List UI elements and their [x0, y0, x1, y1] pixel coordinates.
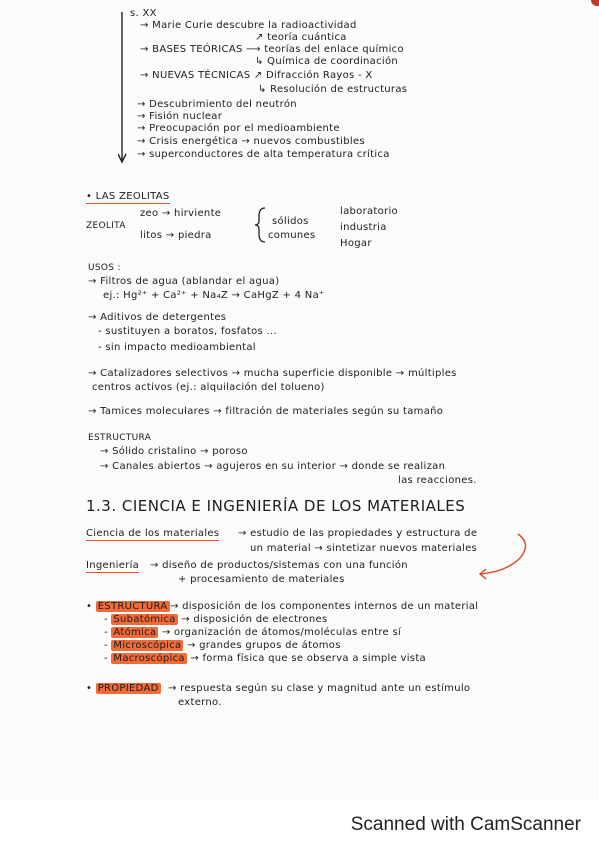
camscanner-watermark: Scanned with CamScanner [350, 814, 581, 835]
uso-sustituyen: - sustituyen a boratos, fosfatos ... [98, 326, 277, 337]
uso-sin-impacto: - sin impacto medioambiental [98, 342, 256, 353]
estructura-canales: → Canales abiertos → agujeros en su interior → donde se realizan [100, 461, 446, 472]
use-industria: industria [340, 222, 387, 233]
ciencia-def-1: → estudio de las propiedades y estructura de [238, 528, 478, 539]
estructura-label: ESTRUCTURA [88, 433, 152, 443]
sxx-item-bases: → BASES TEÓRICAS ⟶ teorías del enlace químico [140, 44, 404, 55]
sxx-item-medioambiente: → Preocupación por el medioambiente [137, 123, 340, 134]
ingenieria-def-2: + procesamiento de materiales [178, 574, 345, 585]
sub-subatomica-label: Subatómica [113, 614, 176, 625]
zeolitas-heading: • LAS ZEOLITAS [86, 191, 170, 202]
use-hogar: Hogar [340, 238, 372, 249]
uso-tamices: → Tamices moleculares → filtración de materiales según su tamaño [88, 406, 444, 417]
use-laboratorio: laboratorio [340, 206, 398, 217]
sxx-item-cuantica: ↗ teoría cuántica [255, 32, 347, 43]
sxx-heading: s. XX [130, 8, 157, 19]
estructura-reacciones: las reacciones. [398, 475, 477, 486]
ingenieria-label: Ingeniería [86, 560, 140, 571]
sub-macroscopica: - Macroscópica → forma física que se observa a simple vista [104, 653, 426, 664]
estructura-highlight: ESTRUCTURA [97, 601, 168, 612]
sxx-item-neutron: → Descubrimiento del neutrón [137, 99, 297, 110]
uso-catalizadores: → Catalizadores selectivos → mucha superficie disponible → múltiples [88, 368, 457, 379]
sub-atomica-text: → organización de átomos/moléculas entre sí [161, 627, 402, 638]
estructura-solido: → Sólido cristalino → poroso [100, 446, 248, 457]
sxx-item-curie: → Marie Curie descubre la radioactividad [140, 20, 357, 31]
sxx-item-crisis: → Crisis energética → nuevos combustibles [137, 136, 365, 147]
uso-ejemplo-reaccion: ej.: Hg²⁺ + Ca²⁺ + Na₄Z → CaHgZ + 4 Na⁺ [103, 290, 325, 301]
curly-brace [255, 206, 267, 244]
sxx-item-tecnicas: → NUEVAS TÉCNICAS ↗ Difracción Rayos - X [140, 70, 373, 81]
section-1-3-heading: 1.3. CIENCIA E INGENIERÍA DE LOS MATERIALES [86, 497, 466, 515]
zeolita-label: ZEOLITA [86, 221, 126, 231]
uso-aditivos: → Aditivos de detergentes [88, 312, 227, 323]
ciencia-def-2: un material → sintetizar nuevos materiales [250, 543, 478, 554]
zeolita-state-solidos: sólidos [272, 216, 309, 227]
estructura-def: → disposición de los componentes internos de un material [170, 601, 479, 612]
litos-etymology: litos → piedra [140, 230, 212, 241]
zeo-etymology: zeo → hirviente [140, 208, 222, 219]
sub-atomica-label: Atómica [113, 627, 157, 638]
zeolita-state-comunes: comunes [268, 230, 316, 241]
sub-subatomica-text: → disposición de electrones [181, 614, 328, 625]
ingenieria-def-1: → diseño de productos/sistemas con una función [150, 560, 408, 571]
estructura-item: • ESTRUCTURA [86, 601, 168, 612]
ciencia-label: Ciencia de los materiales [86, 528, 220, 539]
page-corner-mark [591, 0, 599, 6]
propiedad-item: • PROPIEDAD [86, 683, 159, 694]
uso-centros-activos: centros activos (ej.: alquilación del tolueno) [92, 382, 325, 393]
uso-filtros: → Filtros de agua (ablandar el agua) [88, 276, 280, 287]
sub-microscopica: - Microscópica → grandes grupos de átomos [104, 640, 341, 651]
sub-macroscopica-text: → forma física que se observa a simple vista [190, 653, 426, 664]
curved-arrow [470, 532, 534, 582]
sxx-item-coordinacion: ↳ Química de coordinación [255, 56, 399, 67]
sub-atomica: - Atómica → organización de átomos/moléculas entre sí [104, 627, 402, 638]
sxx-item-superconductores: → superconductores de alta temperatura crítica [137, 149, 390, 160]
sxx-item-resolucion: ↳ Resolución de estructuras [258, 84, 408, 95]
timeline-arrow [118, 10, 128, 170]
propiedad-highlight: PROPIEDAD [97, 683, 159, 694]
footer-bar [0, 800, 599, 848]
usos-label: USOS : [88, 263, 121, 273]
sxx-item-fision: → Fisión nuclear [137, 111, 223, 122]
propiedad-def-2: externo. [178, 697, 222, 708]
propiedad-def-1: → respuesta según su clase y magnitud ante un estímulo [168, 683, 471, 694]
sub-microscopica-label: Microscópica [113, 640, 182, 651]
sub-macroscopica-label: Macroscópica [113, 653, 185, 664]
sub-subatomica: - Subatómica → disposición de electrones [104, 614, 328, 625]
sub-microscopica-text: → grandes grupos de átomos [186, 640, 341, 651]
